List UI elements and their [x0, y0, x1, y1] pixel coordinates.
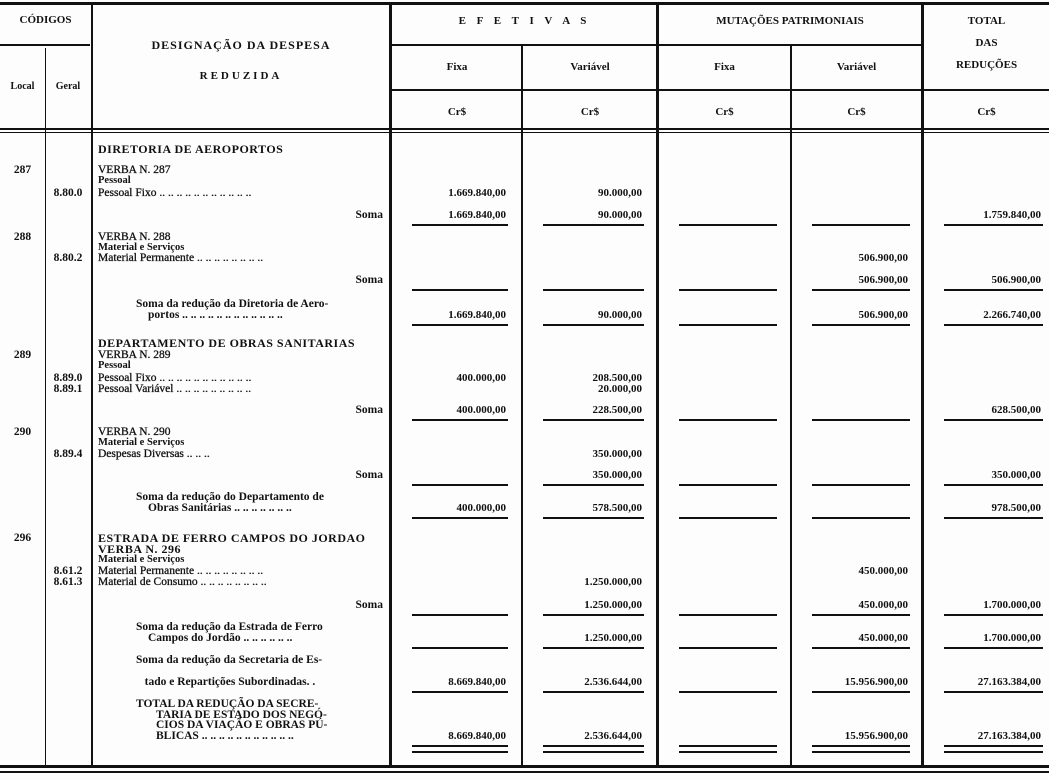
header-efetivas-fixa: Fixa: [446, 61, 468, 73]
description-line: ESTRADA DE FERRO CAMPOS DO JORDAO: [98, 531, 366, 545]
description-line: Pessoal Fixo .. .. .. .. .. .. .. .. .. .. ..: [98, 187, 252, 199]
row-description: [98, 470, 383, 481]
sum-underline: [944, 224, 1043, 226]
header-codigos: CÓDIGOS: [19, 14, 72, 26]
row-description: [98, 144, 383, 155]
amount-cell: 1.250.000,00: [584, 599, 642, 611]
amount-cell: 506.900,00: [991, 274, 1041, 286]
sum-underline: [412, 324, 508, 326]
sum-underline: [543, 224, 644, 226]
sum-underline: [679, 289, 777, 291]
sum-underline: [944, 517, 1043, 519]
row-description: [136, 622, 383, 643]
header-mutacoes-variavel: Variável: [836, 61, 877, 73]
amount-cell: 1.700.000,00: [983, 599, 1041, 611]
row-description: [98, 566, 383, 577]
row-description: [98, 361, 383, 372]
row-description: [98, 338, 383, 349]
description-line: Pessoal: [98, 175, 131, 186]
local-code: 290: [13, 426, 32, 438]
sum-underline: [812, 419, 910, 421]
amount-cell: 350.000,00: [592, 469, 642, 481]
amount-cell: 506.900,00: [858, 252, 908, 264]
sum-underline: [812, 745, 910, 747]
amount-cell: 450.000,00: [858, 565, 908, 577]
amount-cell: 1.669.840,00: [448, 187, 506, 199]
local-code: 289: [13, 349, 32, 361]
description-line: Material de Consumo .. .. .. .. .. .. .. ..: [98, 576, 267, 588]
row-description: [136, 699, 383, 741]
description-line: Obras Sanitárias .. .. .. .. .. .. ..: [148, 501, 292, 514]
col-divider-local: [45, 48, 46, 765]
description-line: Pessoal Variável .. .. .. .. .. .. .. .. ..: [98, 383, 252, 395]
row-description: [98, 449, 383, 460]
amount-cell: 978.500,00: [991, 501, 1041, 514]
description-line: VERBA N. 289: [98, 349, 171, 361]
bottom-rule-2: [0, 771, 1049, 773]
col-divider-mutacoes: [790, 46, 792, 765]
description-line: VERBA N. 288: [98, 231, 171, 243]
sum-underline: [944, 745, 1043, 747]
amount-cell: 90.000,00: [598, 187, 642, 199]
sum-underline: [543, 517, 644, 519]
description-line: Material Permanente .. .. .. .. .. .. .. ..: [98, 252, 264, 264]
bottom-rule: [0, 765, 1049, 768]
description-line: Pessoal: [98, 360, 131, 371]
sum-underline: [944, 614, 1043, 616]
sum-underline: [812, 324, 910, 326]
geral-code: 8.61.3: [53, 576, 83, 588]
amount-cell: 1.669.840,00: [448, 209, 506, 221]
header-currency-3: Cr$: [715, 106, 734, 118]
amount-cell: 8.669.840,00: [448, 676, 506, 688]
col-divider-variavel: [656, 4, 659, 765]
amount-cell: 1.250.000,00: [584, 576, 642, 588]
row-description: [98, 165, 383, 176]
header-mutacoes-fixa: Fixa: [714, 61, 735, 73]
description-line: Campos do Jordão .. .. .. .. .. ..: [148, 631, 293, 644]
sum-underline: [812, 647, 910, 649]
amount-cell: 90.000,00: [598, 308, 642, 321]
sum-underline: [812, 517, 910, 519]
sum-underline: [944, 647, 1043, 649]
row-description: [98, 232, 383, 243]
header-efetivas: E F E T I V A S: [458, 15, 591, 27]
row-description: [136, 299, 383, 320]
amount-cell: 1.700.000,00: [983, 631, 1041, 644]
amount-cell: 90.000,00: [598, 209, 642, 221]
sum-underline: [412, 484, 508, 486]
amount-cell: 2.536.644,00: [584, 729, 642, 742]
amount-cell: 27.163.384,00: [977, 729, 1041, 742]
description-line: DIRETORIA DE AEROPORTOS: [98, 142, 284, 156]
amount-cell: 578.500,00: [592, 501, 642, 514]
header-bottom-rule-2: [0, 132, 1049, 133]
sum-underline: [412, 647, 508, 649]
amount-cell: 1.669.840,00: [448, 308, 506, 321]
description-line: Soma da redução da Estrada de Ferro: [136, 621, 323, 633]
description-line: portos .. .. .. .. .. .. .. .. .. .. .. ..: [148, 308, 283, 321]
sum-underline: [543, 647, 644, 649]
sum-underline: [679, 324, 777, 326]
codes-rule: [0, 44, 90, 46]
sum-underline: [679, 647, 777, 649]
amount-cell: 450.000,00: [858, 631, 908, 644]
sum-underline: [679, 614, 777, 616]
sum-underline: [412, 289, 508, 291]
row-description: [98, 555, 383, 566]
description-line: Soma da redução do Departamento de: [136, 491, 324, 503]
header-reducoes: REDUÇÕES: [955, 59, 1018, 71]
description-line: Soma: [355, 274, 383, 286]
sum-underline: [679, 224, 777, 226]
description-line: Soma: [355, 209, 383, 221]
description-line: DEPARTAMENTO DE OBRAS SANITARIAS: [98, 336, 356, 350]
sum-underline: [679, 751, 777, 753]
row-description: [98, 275, 383, 286]
local-code: 296: [13, 532, 32, 544]
description-line: VERBA N. 296: [98, 541, 182, 556]
description-line: Pessoal Fixo .. .. .. .. .. .. .. .. .. .. ..: [98, 372, 252, 384]
header-reduzida: REDUZIDA: [199, 70, 283, 82]
header-mutacoes: MUTAÇÕES PATRIMONIAIS: [716, 15, 864, 27]
description-line: VERBA N. 290: [98, 426, 171, 438]
sum-underline: [812, 289, 910, 291]
sum-underline: [944, 324, 1043, 326]
sum-underline: [679, 419, 777, 421]
amount-cell: 506.900,00: [858, 308, 908, 321]
row-description: [98, 405, 383, 416]
description-line: Material e Serviços: [98, 437, 185, 448]
amount-cell: 27.163.384,00: [977, 676, 1041, 688]
header-currency-4: Cr$: [847, 106, 866, 118]
sum-underline: [543, 751, 644, 753]
row-description: [98, 438, 383, 449]
sum-underline: [944, 289, 1043, 291]
geral-code: 8.89.0: [53, 372, 83, 384]
description-line: BLICAS .. .. .. .. .. .. .. .. .. .. ..: [156, 729, 294, 742]
sum-underline: [412, 419, 508, 421]
header-bottom-rule: [0, 128, 1049, 130]
amount-cell: 228.500,00: [592, 404, 642, 416]
amount-cell: 2.536.644,00: [584, 676, 642, 688]
local-code: 288: [13, 231, 32, 243]
sum-underline: [412, 517, 508, 519]
sum-underline: [412, 745, 508, 747]
header-designacao: DESIGNAÇÃO DA DESPESA: [151, 38, 331, 52]
amount-cell: 400.000,00: [456, 404, 506, 416]
amount-cell: 350.000,00: [592, 448, 642, 460]
col-divider-geral: [91, 4, 93, 765]
amount-cell: 450.000,00: [858, 599, 908, 611]
sum-underline: [944, 419, 1043, 421]
header-total: TOTAL: [967, 15, 1006, 27]
row-description: [136, 677, 383, 688]
header-local: Local: [10, 81, 35, 92]
sum-underline: [543, 484, 644, 486]
amount-cell: 400.000,00: [456, 501, 506, 514]
amount-cell: 628.500,00: [991, 404, 1041, 416]
row-description: [98, 427, 383, 438]
sum-underline: [543, 289, 644, 291]
amount-cell: 506.900,00: [858, 274, 908, 286]
description-line: Material e Serviços: [98, 554, 185, 565]
amount-cell: 350.000,00: [991, 469, 1041, 481]
row-description: [98, 373, 383, 384]
header-currency-2: Cr$: [580, 106, 600, 118]
row-description: [98, 384, 383, 395]
sum-underline: [543, 691, 644, 693]
sum-underline: [944, 484, 1043, 486]
description-line: VERBA N. 287: [98, 164, 171, 176]
header-currency-5: Cr$: [977, 106, 996, 118]
row-description: [98, 577, 383, 588]
description-line: TARIA DE ESTADO DOS NEGÓ-: [156, 708, 327, 721]
geral-code: 8.89.4: [53, 448, 83, 460]
sum-underline: [812, 691, 910, 693]
sum-underline: [543, 614, 644, 616]
description-line: tado e Repartições Subordinadas. .: [136, 676, 316, 688]
description-line: TOTAL DA REDUÇÃO DA SECRE-: [136, 698, 319, 710]
row-description: [98, 210, 383, 221]
header-das: DAS: [975, 37, 998, 49]
amount-cell: 15.956.900,00: [844, 729, 908, 742]
top-rule: [0, 2, 1049, 5]
amount-cell: 400.000,00: [456, 372, 506, 384]
row-description: [98, 188, 383, 199]
geral-code: 8.61.2: [53, 565, 83, 577]
amount-cell: 8.669.840,00: [448, 729, 506, 742]
row-description: [98, 253, 383, 264]
description-line: Soma da redução da Diretoria de Aero-: [136, 298, 329, 310]
header-currency-1: Cr$: [447, 106, 467, 118]
local-code: 287: [13, 164, 32, 176]
sum-underline: [679, 745, 777, 747]
row-description: [98, 600, 383, 611]
sum-underline: [412, 751, 508, 753]
sum-underline: [812, 484, 910, 486]
amount-cell: 15.956.900,00: [844, 676, 908, 688]
row-description: [136, 655, 383, 666]
sum-underline: [412, 691, 508, 693]
sum-underline: [944, 751, 1043, 753]
description-line: Soma da redução da Secretaria de Es-: [136, 654, 323, 666]
description-line: Soma: [355, 599, 383, 611]
row-description: [98, 350, 383, 361]
description-line: Material e Serviços: [98, 242, 185, 253]
amount-cell: 1.759.840,00: [983, 209, 1041, 221]
amount-cell: 2.266.740,00: [983, 308, 1041, 321]
amount-cell: 1.250.000,00: [584, 631, 642, 644]
sum-underline: [412, 224, 508, 226]
geral-code: 8.80.2: [53, 252, 83, 264]
row-description: [98, 176, 383, 187]
description-line: Soma: [355, 469, 383, 481]
amount-cell: 20.000,00: [598, 383, 642, 395]
sum-underline: [812, 614, 910, 616]
col-divider-total: [921, 4, 924, 765]
sum-underline: [679, 484, 777, 486]
description-line: Soma: [355, 404, 383, 416]
sum-underline: [543, 419, 644, 421]
col-divider-desc: [389, 4, 392, 765]
sum-underline: [812, 224, 910, 226]
amount-cell: 208.500,00: [592, 372, 642, 384]
sum-underline: [812, 751, 910, 753]
sum-underline: [543, 324, 644, 326]
sum-underline: [944, 691, 1043, 693]
description-line: CIOS DA VIAÇÃO E OBRAS PÚ-: [156, 719, 328, 731]
row-description: [136, 492, 383, 513]
description-line: Despesas Diversas .. .. ..: [98, 448, 210, 460]
row-description: [98, 533, 383, 554]
geral-code: 8.80.0: [53, 187, 83, 199]
geral-code: 8.89.1: [53, 383, 83, 395]
sum-underline: [412, 614, 508, 616]
header-geral: Geral: [55, 81, 81, 92]
sum-underline: [543, 745, 644, 747]
sum-underline: [679, 517, 777, 519]
header-efetivas-variavel: Variável: [570, 61, 610, 73]
description-line: Material Permanente .. .. .. .. .. .. .. ..: [98, 565, 264, 577]
sum-underline: [679, 691, 777, 693]
subheader-rule: [392, 89, 1049, 91]
